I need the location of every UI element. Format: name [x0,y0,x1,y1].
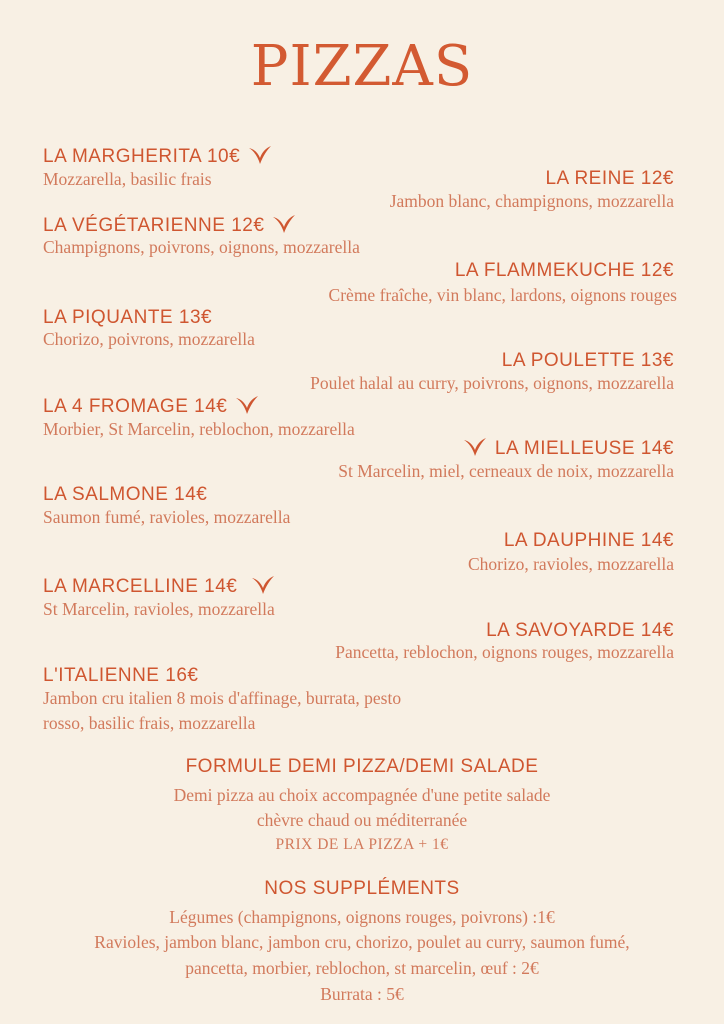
supplements-title: NOS SUPPLÉMENTS [264,878,460,899]
pizza-desc-savoyarde: Pancetta, reblochon, oignons rouges, mozzarella [335,642,674,662]
pizza-name-margherita: LA MARGHERITA 10€ [43,145,272,168]
supplement-line: Ravioles, jambon blanc, jambon cru, chorizo, poulet au curry, saumon fumé, [94,932,630,952]
pizza-desc-4-fromage: Morbier, St Marcelin, reblochon, mozzarella [43,419,355,439]
pizza-desc-poulette: Poulet halal au curry, poivrons, oignons, mozzarella [310,373,674,393]
pizza-name-salmone: LA SALMONE 14€ [43,484,208,505]
leaf-icon [463,437,487,457]
pizza-desc-mielleuse: St Marcelin, miel, cerneaux de noix, mozzarella [338,461,674,481]
supplement-line: Burrata : 5€ [320,984,404,1004]
pizza-name-savoyarde: LA SAVOYARDE 14€ [486,620,674,641]
pizza-name-mielleuse: LA MIELLEUSE 14€ [463,437,674,460]
formule-price: PRIX DE LA PIZZA + 1€ [275,836,449,853]
pizza-desc-vegetarienne: Champignons, poivrons, oignons, mozzarella [43,237,360,257]
leaf-icon [248,145,272,165]
pizza-name-vegetarienne: LA VÉGÉTARIENNE 12€ [43,214,296,237]
pizza-desc-salmone: Saumon fumé, ravioles, mozzarella [43,507,291,527]
supplement-line: pancetta, morbier, reblochon, st marcelin, œuf : 2€ [185,958,539,978]
pizza-desc-marcelline: St Marcelin, ravioles, mozzarella [43,599,275,619]
pizza-name-dauphine: LA DAUPHINE 14€ [503,530,674,551]
pizza-name-poulette: LA POULETTE 13€ [501,350,674,371]
leaf-icon [272,214,296,234]
pizza-name-4-fromage: LA 4 FROMAGE 14€ [43,395,259,418]
pizza-name-piquante: LA PIQUANTE 13€ [43,307,213,328]
formule-line: chèvre chaud ou méditerranée [256,810,468,830]
supplement-line: Légumes (champignons, oignons rouges, poivrons) :1€ [169,907,555,927]
pizza-name-reine: LA REINE 12€ [545,168,674,189]
pizza-desc-dauphine: Chorizo, ravioles, mozzarella [467,554,674,574]
pizza-desc-margherita: Mozzarella, basilic frais [43,169,212,189]
pizza-name-flammekuche: LA FLAMMEKUCHE 12€ [454,260,674,281]
pizza-name-marcelline: LA MARCELLINE 14€ [43,575,275,598]
leaf-icon [251,575,275,595]
formule-title: FORMULE DEMI PIZZA/DEMI SALADE [185,756,539,777]
pizza-desc-italienne-line-2: rosso, basilic frais, mozzarella [43,713,256,733]
pizza-desc-flammekuche: Crème fraîche, vin blanc, lardons, oignons rouges [328,285,677,305]
pizza-desc-reine: Jambon blanc, champignons, mozzarella [389,191,674,211]
pizza-desc-piquante: Chorizo, poivrons, mozzarella [43,329,255,349]
pizza-name-italienne: L'ITALIENNE 16€ [43,665,199,686]
page-title: PIZZAS [250,34,474,99]
pizza-desc-italienne-line-1: Jambon cru italien 8 mois d'affinage, burrata, pesto [43,688,402,708]
leaf-icon [235,395,259,415]
formule-line: Demi pizza au choix accompagnée d'une petite salade [173,785,551,805]
